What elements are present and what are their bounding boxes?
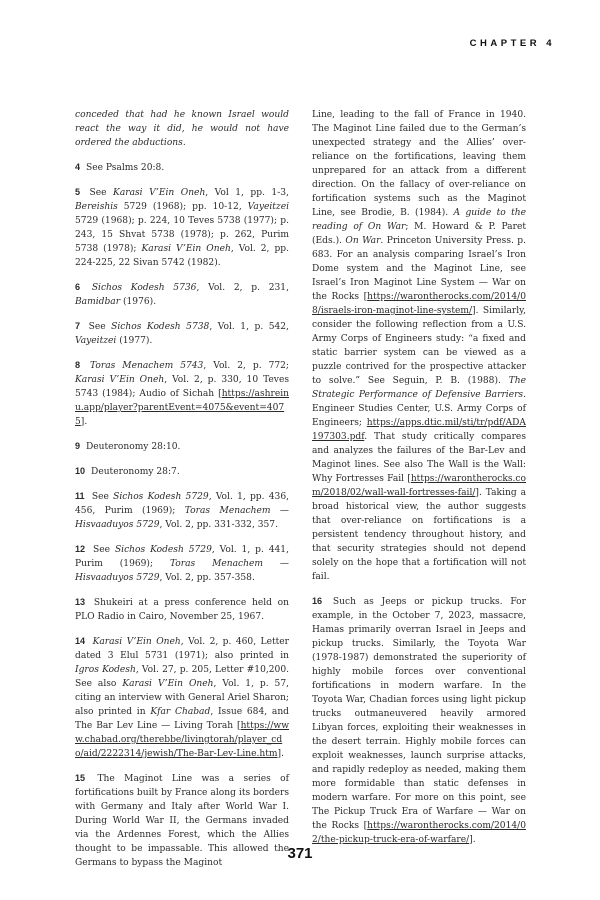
footnote-number: 6 xyxy=(75,282,81,292)
footnote-4: 4 See Psalms 20:8. xyxy=(75,162,165,173)
footnote-14: 14 Karasi V’Ein Oneh, Vol. 2, p. 460, Letter dated 3 Elul 5731 (1971); also printed in Igros Kodesh, Vol. 27, p. 205, Letter #10,200. See also Karasi V’Ein Oneh, Vol. 1, p. 57, citing an interview with General Ariel Sharon; also printed in Kfar Chabad, Issue 684, and The Bar Lev Line — Living Torah [https://www.chabad.org/therebbe/livingtorah/player_cdo/aid/2222314/jewish/The-Bar-Lev-Line.htm]. xyxy=(75,636,290,759)
footnote-number: 5 xyxy=(75,187,81,197)
footnote-10: 10 Deuteronomy 28:7. xyxy=(75,466,180,477)
chabad-bar-lev-link[interactable]: https://www.chabad.org/therebbe/livingtorah/player_cdo/aid/2222314/jewish/The-Bar-Lev-Line.htm xyxy=(75,721,289,759)
footnote-12: 12 See Sichos Kodesh 5729, Vol. 1, p. 441, Purim (1969); Toras Menachem — Hisvaaduyos 5729, Vol. 2, pp. 357-358. xyxy=(75,544,289,583)
fortresses-fail-link[interactable]: https://warontherocks.com/2018/02/wall-wall-fortresses-fail/ xyxy=(312,474,526,498)
dtic-report-link[interactable]: https://apps.dtic.mil/sti/tr/pdf/ADA197303.pdf xyxy=(312,418,526,442)
right-column xyxy=(312,108,526,857)
footnote-number: 15 xyxy=(75,773,86,783)
chapter-header: CHAPTER 4 xyxy=(469,38,555,49)
footnote-15-continuation: Line, leading to the fall of France in 1940. The Maginot Line failed due to the German’s unexpected strategy and the Allies’ over-reliance on the fortifications, leaving them unprepared for an attack from a different direction. On the fallacy of over-reliance on fortification systems such as the Maginot Line, see Brodie, B. (1984). A guide to the reading of On War; M. Howard & P. Paret (Eds.). On War. Princeton University Press. p. 683. For an analysis comparing Israel’s Iron Dome system and the Maginot Line, see Israel’s Iron Maginot Line System — War on the Rocks [https://warontherocks.com/2014/08/israels-iron-maginot-line-system/]. Similarly, consider the following reflection from a U.S. Army Corps of Engineers study: “a fixed and static barrier system can be viewed as a puzzle contrived for the prospective attacker to solve.” See Seguin, P. B. (1988). The Strategic Performance of Defensive Barriers. Engineer Studies Center, U.S. Army Corps of Engineers; https://apps.dtic.mil/sti/tr/pdf/ADA197303.pdf. That study critically compares and analyzes the failures of the Bar-Lev and Maginot lines. See also The Wall is the Wall: Why Fortresses Fail [https://warontherocks.com/2018/02/wall-wall-fortresses-fail/]. Taking a broad historical view, the author suggests that over-reliance on fortifications is a persistent tendency throughout history, and that security strategies should not depend solely on the hope that a fortification will not fail. xyxy=(312,110,526,582)
footnote-number: 7 xyxy=(75,321,81,331)
footnote-11: 11 See Sichos Kodesh 5729, Vol. 1, pp. 436, 456, Purim (1969); Toras Menachem — Hisvaaduyos 5729, Vol. 2, pp. 331-332, 357. xyxy=(75,491,290,530)
footnote-16: 16 Such as Jeeps or pickup trucks. For example, in the October 7, 2023, massacre, Hamas primarily overran Israel in Jeeps and pickup trucks. Similarly, the Toyota War (1978-1987) demonstrated the superiority of highly mobile forces over conventional fortifications in modern warfare. In the Toyota War, Chadian forces using light pickup trucks outmaneuvered heavily armored Libyan forces, exploiting their weaknesses in the desert terrain. Highly mobile forces can exploit weaknesses, launch surprise attacks, and rapidly redeploy as needed, making them more formidable than static defenses in modern warfare. For more on this point, see The Pickup Truck Era of Warfare — War on the Rocks [https://warontherocks.com/2014/02/the-pickup-truck-era-of-warfare/]. xyxy=(312,596,526,845)
note-3-continuation: conceded that had he known Israel would react the way it did, he would not have ordered the abductions. xyxy=(75,110,289,148)
footnote-number: 11 xyxy=(75,491,85,501)
pickup-truck-link[interactable]: https://warontherocks.com/2014/02/the-pickup-truck-era-of-warfare/ xyxy=(312,821,526,845)
footnote-5: 5 See Karasi V’Ein Oneh, Vol 1, pp. 1-3, Bereishis 5729 (1968); pp. 10-12, Vayeitzei 5729 (1968); p. 224, 10 Teves 5738 (1977); p. 243, 15 Shvat 5738 (1978); p. 262, Purim 5738 (1978); Karasi V’Ein Oneh, Vol. 2, pp. 224-225, 22 Sivan 5742 (1982). xyxy=(75,187,289,268)
footnote-number: 10 xyxy=(75,466,86,476)
footnote-9: 9 Deuteronomy 28:10. xyxy=(75,441,181,452)
footnote-number: 13 xyxy=(75,597,86,607)
footnote-6: 6 Sichos Kodesh 5736, Vol. 2, p. 231, Bamidbar (1976). xyxy=(75,282,289,307)
footnote-7: 7 See Sichos Kodesh 5738, Vol. 1, p. 542, Vayeitzei (1977). xyxy=(75,321,289,346)
ashreinu-audio-link[interactable]: https://ashreinu.app/player?parentEvent=4075&event=4075 xyxy=(75,389,289,427)
page-number: 371 xyxy=(287,845,313,862)
footnote-number: 16 xyxy=(312,596,323,606)
footnote-8: 8 Toras Menachem 5743, Vol. 2, p. 772; Karasi V’Ein Oneh, Vol. 2, p. 330, 10 Teves 5743 (1984); Audio of Sichah [https://ashreinu.app/player?parentEvent=4075&event=4075]. xyxy=(75,360,289,427)
footnote-number: 14 xyxy=(75,636,86,646)
footnote-number: 8 xyxy=(75,360,81,370)
footnote-number: 4 xyxy=(75,162,81,172)
left-column xyxy=(75,108,289,880)
footnote-number: 12 xyxy=(75,544,86,554)
footnote-13: 13 Shukeiri at a press conference held on PLO Radio in Cairo, November 25, 1967. xyxy=(75,597,289,622)
footnote-15: 15 The Maginot Line was a series of fortifications built by France along its borders with Germany and Italy after World War I. During World War II, the Germans invaded via the Ardennes Forest, which the Allies thought to be impassable. This allowed the Germans to bypass the Maginot xyxy=(75,773,289,868)
footnote-number: 9 xyxy=(75,441,81,451)
iron-maginot-link[interactable]: https://warontherocks.com/2014/08/israels-iron-maginot-line-system/ xyxy=(312,292,526,316)
